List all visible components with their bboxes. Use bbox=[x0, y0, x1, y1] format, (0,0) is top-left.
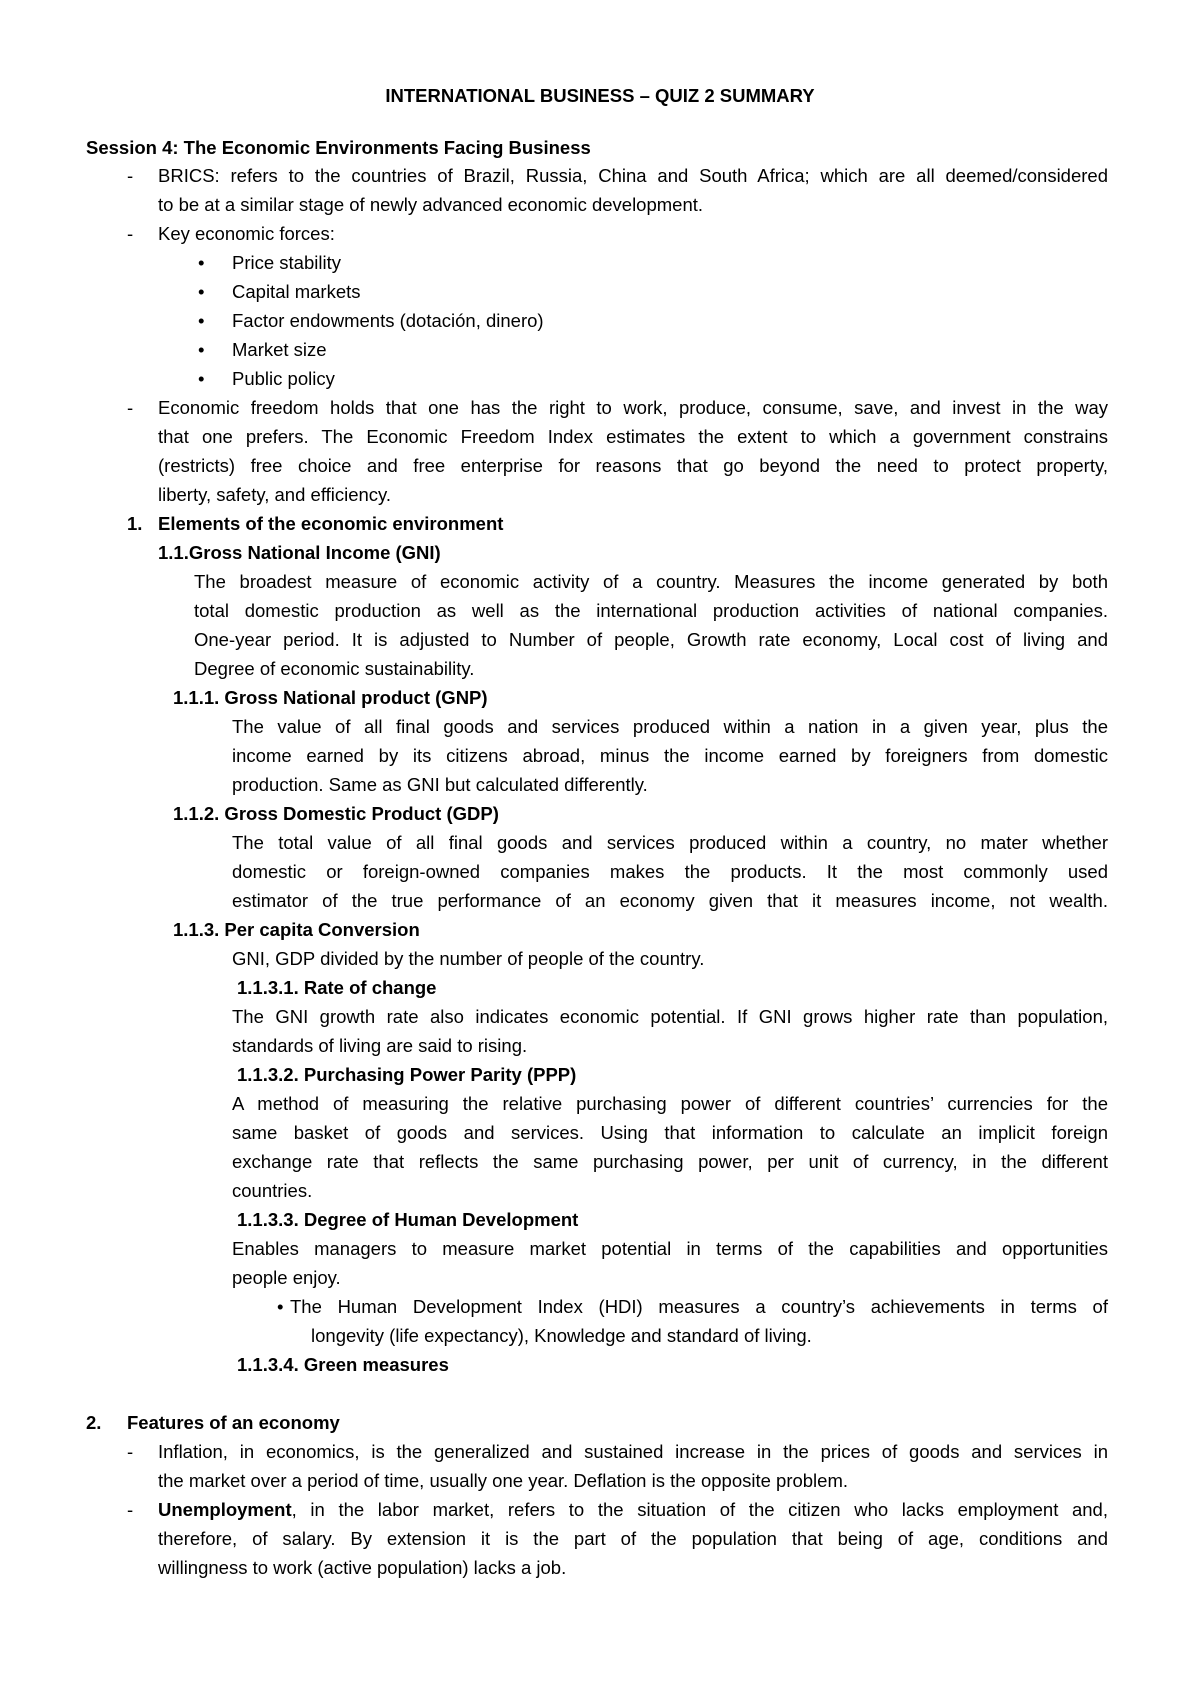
freedom-line-1: Economic freedom holds that one has the right to work, produce, consume, save, and invest in the way bbox=[158, 397, 1108, 418]
inflation-line-2: the market over a period of time, usually one year. Deflation is the opposite problem. bbox=[158, 1470, 849, 1491]
force-item: Market size bbox=[232, 339, 327, 360]
gnp-line-1: The value of all final goods and services produced within a nation in a given year, plus the bbox=[232, 716, 1108, 737]
green-measures-heading: 1.1.3.4. Green measures bbox=[237, 1354, 449, 1375]
unemployment-text: , in the labor market, refers to the situation of the citizen who lacks employment and, bbox=[291, 1499, 1108, 1520]
bullet-icon: • bbox=[198, 368, 205, 389]
section-number: 1. bbox=[127, 513, 143, 534]
bullet-icon: • bbox=[277, 1296, 284, 1317]
bullet-icon: • bbox=[198, 339, 205, 360]
gnp-line-2: income earned by its citizens abroad, minus the income earned by foreigners from domestic bbox=[232, 745, 1108, 766]
ppp-line-3: exchange rate that reflects the same purchasing power, per unit of currency, in the different bbox=[232, 1151, 1108, 1172]
unemployment-line-1 bbox=[158, 1495, 1108, 1525]
unemployment-line-2: therefore, of salary. By extension it is the part of the population that being of age, conditions and bbox=[158, 1528, 1108, 1549]
force-item: Public policy bbox=[232, 368, 335, 389]
hdi-bullet-line-2: longevity (life expectancy), Knowledge and standard of living. bbox=[311, 1325, 812, 1346]
per-capita-line-1: GNI, GDP divided by the number of people of the country. bbox=[232, 948, 705, 969]
gni-line-2: total domestic production as well as the international production activities of national companies. bbox=[194, 600, 1108, 621]
hdi-heading: 1.1.3.3. Degree of Human Development bbox=[237, 1209, 579, 1230]
ppp-line-1: A method of measuring the relative purchasing power of different countries’ currencies for the bbox=[232, 1093, 1108, 1114]
gdp-line-1: The total value of all final goods and services produced within a country, no mater whether bbox=[232, 832, 1108, 853]
freedom-line-4: liberty, safety, and efficiency. bbox=[158, 484, 392, 505]
inflation-line-1: Inflation, in economics, is the generalized and sustained increase in the prices of goods and services in bbox=[158, 1441, 1108, 1462]
freedom-line-2: that one prefers. The Economic Freedom Index estimates the extent to which a government constrains bbox=[158, 426, 1108, 447]
ppp-heading: 1.1.3.2. Purchasing Power Parity (PPP) bbox=[237, 1064, 577, 1085]
bullet-icon: • bbox=[198, 252, 205, 273]
list-dash: - bbox=[127, 1499, 134, 1520]
list-dash: - bbox=[127, 1441, 134, 1462]
unemployment-term: Unemployment bbox=[158, 1499, 292, 1520]
session-heading: Session 4: The Economic Environments Facing Business bbox=[86, 137, 591, 158]
list-dash: - bbox=[127, 223, 134, 244]
gnp-line-3: production. Same as GNI but calculated differently. bbox=[232, 774, 648, 795]
force-item: Capital markets bbox=[232, 281, 361, 302]
gnp-heading: 1.1.1. Gross National product (GNP) bbox=[173, 687, 488, 708]
ppp-line-4: countries. bbox=[232, 1180, 313, 1201]
gni-line-4: Degree of economic sustainability. bbox=[194, 658, 475, 679]
section-2-heading: Features of an economy bbox=[127, 1412, 340, 1433]
hdi-line-2: people enjoy. bbox=[232, 1267, 341, 1288]
freedom-line-3: (restricts) free choice and free enterprise for reasons that go beyond the need to protect property, bbox=[158, 455, 1108, 476]
bullet-icon: • bbox=[198, 281, 205, 302]
section-number: 2. bbox=[86, 1412, 102, 1433]
gdp-heading: 1.1.2. Gross Domestic Product (GDP) bbox=[173, 803, 499, 824]
unemployment-line-3: willingness to work (active population) lacks a job. bbox=[158, 1557, 567, 1578]
gdp-line-2: domestic or foreign-owned companies makes the products. It the most commonly used bbox=[232, 861, 1108, 882]
document-title: INTERNATIONAL BUSINESS – QUIZ 2 SUMMARY bbox=[385, 85, 815, 106]
gni-line-3: One-year period. It is adjusted to Number of people, Growth rate economy, Local cost of living and bbox=[194, 629, 1108, 650]
rate-line-2: standards of living are said to rising. bbox=[232, 1035, 528, 1056]
list-dash: - bbox=[127, 165, 134, 186]
gdp-line-3: estimator of the true performance of an economy given that it measures income, not wealth. bbox=[232, 890, 1108, 911]
brics-line-1: BRICS: refers to the countries of Brazil, Russia, China and South Africa; which are all deemed/considered bbox=[158, 165, 1108, 186]
rate-line-1: The GNI growth rate also indicates economic potential. If GNI grows higher rate than population, bbox=[232, 1006, 1108, 1027]
rate-of-change-heading: 1.1.3.1. Rate of change bbox=[237, 977, 437, 998]
force-item: Factor endowments (dotación, dinero) bbox=[232, 310, 544, 331]
gni-line-1: The broadest measure of economic activity of a country. Measures the income generated by both bbox=[194, 571, 1108, 592]
brics-line-2: to be at a similar stage of newly advanced economic development. bbox=[158, 194, 704, 215]
list-dash: - bbox=[127, 397, 134, 418]
forces-intro: Key economic forces: bbox=[158, 223, 335, 244]
force-item: Price stability bbox=[232, 252, 341, 273]
per-capita-heading: 1.1.3. Per capita Conversion bbox=[173, 919, 420, 940]
gni-heading: 1.1.Gross National Income (GNI) bbox=[158, 542, 441, 563]
section-1-heading: Elements of the economic environment bbox=[158, 513, 504, 534]
hdi-line-1: Enables managers to measure market potential in terms of the capabilities and opportunities bbox=[232, 1238, 1108, 1259]
hdi-bullet-line-1: The Human Development Index (HDI) measures a country’s achievements in terms of bbox=[290, 1296, 1108, 1317]
bullet-icon: • bbox=[198, 310, 205, 331]
ppp-line-2: same basket of goods and services. Using that information to calculate an implicit foreign bbox=[232, 1122, 1108, 1143]
